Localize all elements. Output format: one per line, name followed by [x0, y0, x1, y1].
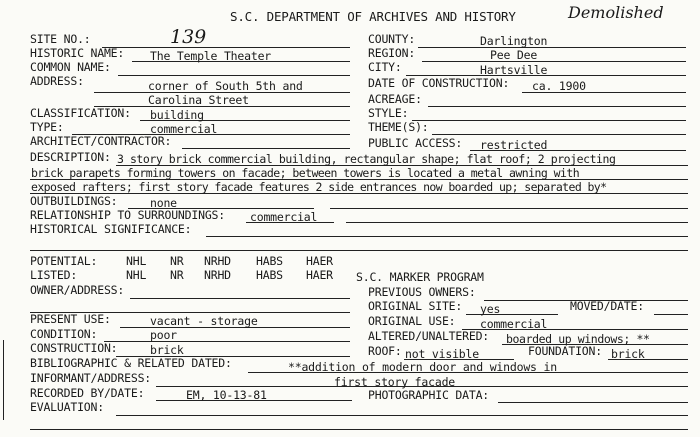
demolished-stamp: Demolished: [568, 3, 664, 22]
moved-date-label: MOVED/DATE:: [570, 299, 644, 313]
foundation-label: FOUNDATION:: [528, 344, 602, 358]
public-access-value: restricted: [480, 138, 548, 152]
previous-owners-label: PREVIOUS OWNERS:: [368, 285, 476, 299]
recorded-value: EM, 10-13-81: [186, 388, 267, 402]
listed-nrhd: NRHD: [204, 268, 231, 282]
form-header: S.C. DEPARTMENT OF ARCHIVES AND HISTORY: [230, 9, 516, 24]
binding-margin-line: [3, 340, 4, 420]
altered-value: boarded up windows; **: [506, 332, 650, 346]
date-construction-label: DATE OF CONSTRUCTION:: [368, 76, 510, 90]
date-construction-value: ca. 1900: [532, 79, 586, 93]
original-use-value: commercial: [480, 317, 548, 331]
region-label: REGION:: [368, 46, 416, 60]
common-name-label: COMMON NAME:: [30, 60, 111, 74]
county-label: COUNTY:: [368, 32, 416, 46]
significance-line: [206, 236, 688, 237]
description-value-3: exposed rafters; first story facade features 2 side entrances now boarded up; separated by*: [31, 180, 607, 194]
public-access-label: PUBLIC ACCESS:: [368, 136, 463, 150]
acreage-label: ACREAGE:: [368, 92, 422, 106]
condition-label: CONDITION:: [30, 327, 98, 341]
altered-label: ALTERED/UNALTERED:: [368, 329, 490, 343]
recorded-label: RECORDED BY/DATE:: [30, 386, 145, 400]
historic-name-label: HISTORIC NAME:: [30, 46, 125, 60]
classification-value: building: [150, 108, 204, 122]
type-value: commercial: [150, 122, 218, 136]
address-label: ADDRESS:: [30, 74, 84, 88]
county-line: [418, 47, 686, 48]
potential-nhl: NHL: [126, 254, 147, 268]
architect-line: [182, 148, 350, 149]
potential-habs: HABS: [256, 254, 283, 268]
potential-haer: HAER: [306, 254, 333, 268]
style-line: [412, 120, 686, 121]
present-use-value: vacant - storage: [150, 314, 258, 328]
potential-nrhd: NRHD: [204, 254, 231, 268]
original-site-value: yes: [480, 302, 501, 316]
potential-nr: NR: [170, 254, 184, 268]
potential-label: POTENTIAL:: [30, 254, 98, 268]
relationship-line-right: [346, 222, 688, 223]
roof-label: ROOF:: [368, 344, 402, 358]
evaluation-label: EVALUATION:: [30, 400, 104, 414]
classification-label: CLASSIFICATION:: [30, 106, 131, 120]
outbuildings-value: none: [150, 196, 177, 210]
region-line: [422, 61, 686, 62]
outbuildings-label: OUTBUILDINGS:: [30, 194, 118, 208]
informant-label: INFORMANT/ADDRESS:: [30, 371, 152, 385]
site-no-label: SITE NO.:: [30, 32, 91, 46]
region-value: Pee Dee: [490, 48, 538, 62]
photographic-line: [498, 402, 688, 403]
county-value: Darlington: [480, 34, 548, 48]
relationship-label: RELATIONSHIP TO SURROUNDINGS:: [30, 208, 225, 222]
present-use-label: PRESENT USE:: [30, 312, 111, 326]
bibliographic-label: BIBLIOGRAPHIC & RELATED DATED:: [30, 356, 232, 370]
relationship-value: commercial: [250, 210, 318, 224]
alteration-note-2: first story facade: [334, 375, 456, 389]
foundation-value: brick: [611, 347, 645, 361]
significance-label: HISTORICAL SIGNIFICANCE:: [30, 222, 192, 236]
roof-value: not visible: [405, 347, 479, 361]
evaluation-line: [116, 415, 688, 416]
owner-line: [130, 298, 350, 299]
description-value-1: 3 story brick commercial building, rectangular shape; flat roof; 2 projecting: [117, 152, 616, 166]
address-value-2: Carolina Street: [148, 93, 249, 107]
city-value: Hartsville: [480, 63, 548, 77]
description-value-2: brick parapets forming towers on facade; between towers is located a metal awning with: [31, 166, 580, 180]
original-use-label: ORIGINAL USE:: [368, 314, 456, 328]
listed-haer: HAER: [306, 268, 333, 282]
style-label: STYLE:: [368, 106, 409, 120]
marker-program-label: S.C. MARKER PROGRAM: [356, 270, 484, 284]
evaluation-line-2: [30, 429, 688, 430]
listed-nr: NR: [170, 268, 184, 282]
site-no-value: 139: [170, 26, 207, 48]
outbuildings-line-right: [330, 208, 688, 209]
listed-habs: HABS: [256, 268, 283, 282]
construction-label: CONSTRUCTION:: [30, 341, 118, 355]
description-label: DESCRIPTION:: [30, 150, 111, 164]
alteration-note-1: **addition of modern door and windows in: [288, 360, 557, 374]
historic-name-value: The Temple Theater: [150, 49, 272, 63]
site-no-line: [102, 47, 350, 48]
moved-date-line: [654, 314, 688, 315]
owner-label: OWNER/ADDRESS:: [30, 283, 125, 297]
architect-label: ARCHITECT/CONTRACTOR:: [30, 134, 172, 148]
city-label: CITY:: [368, 60, 402, 74]
themes-line: [432, 134, 686, 135]
type-label: TYPE:: [30, 120, 64, 134]
listed-nhl: NHL: [126, 268, 147, 282]
condition-line: [104, 341, 350, 342]
significance-line-2: [30, 250, 688, 251]
construction-value: brick: [150, 343, 184, 357]
listed-label: LISTED:: [30, 268, 78, 282]
original-site-label: ORIGINAL SITE:: [368, 299, 463, 313]
address-value-1: corner of South 5th and: [148, 79, 303, 93]
photographic-label: PHOTOGRAPHIC DATA:: [368, 388, 490, 402]
themes-label: THEME(S):: [368, 120, 429, 134]
common-name-line: [118, 75, 350, 76]
condition-value: poor: [150, 328, 177, 342]
acreage-line: [428, 106, 686, 107]
